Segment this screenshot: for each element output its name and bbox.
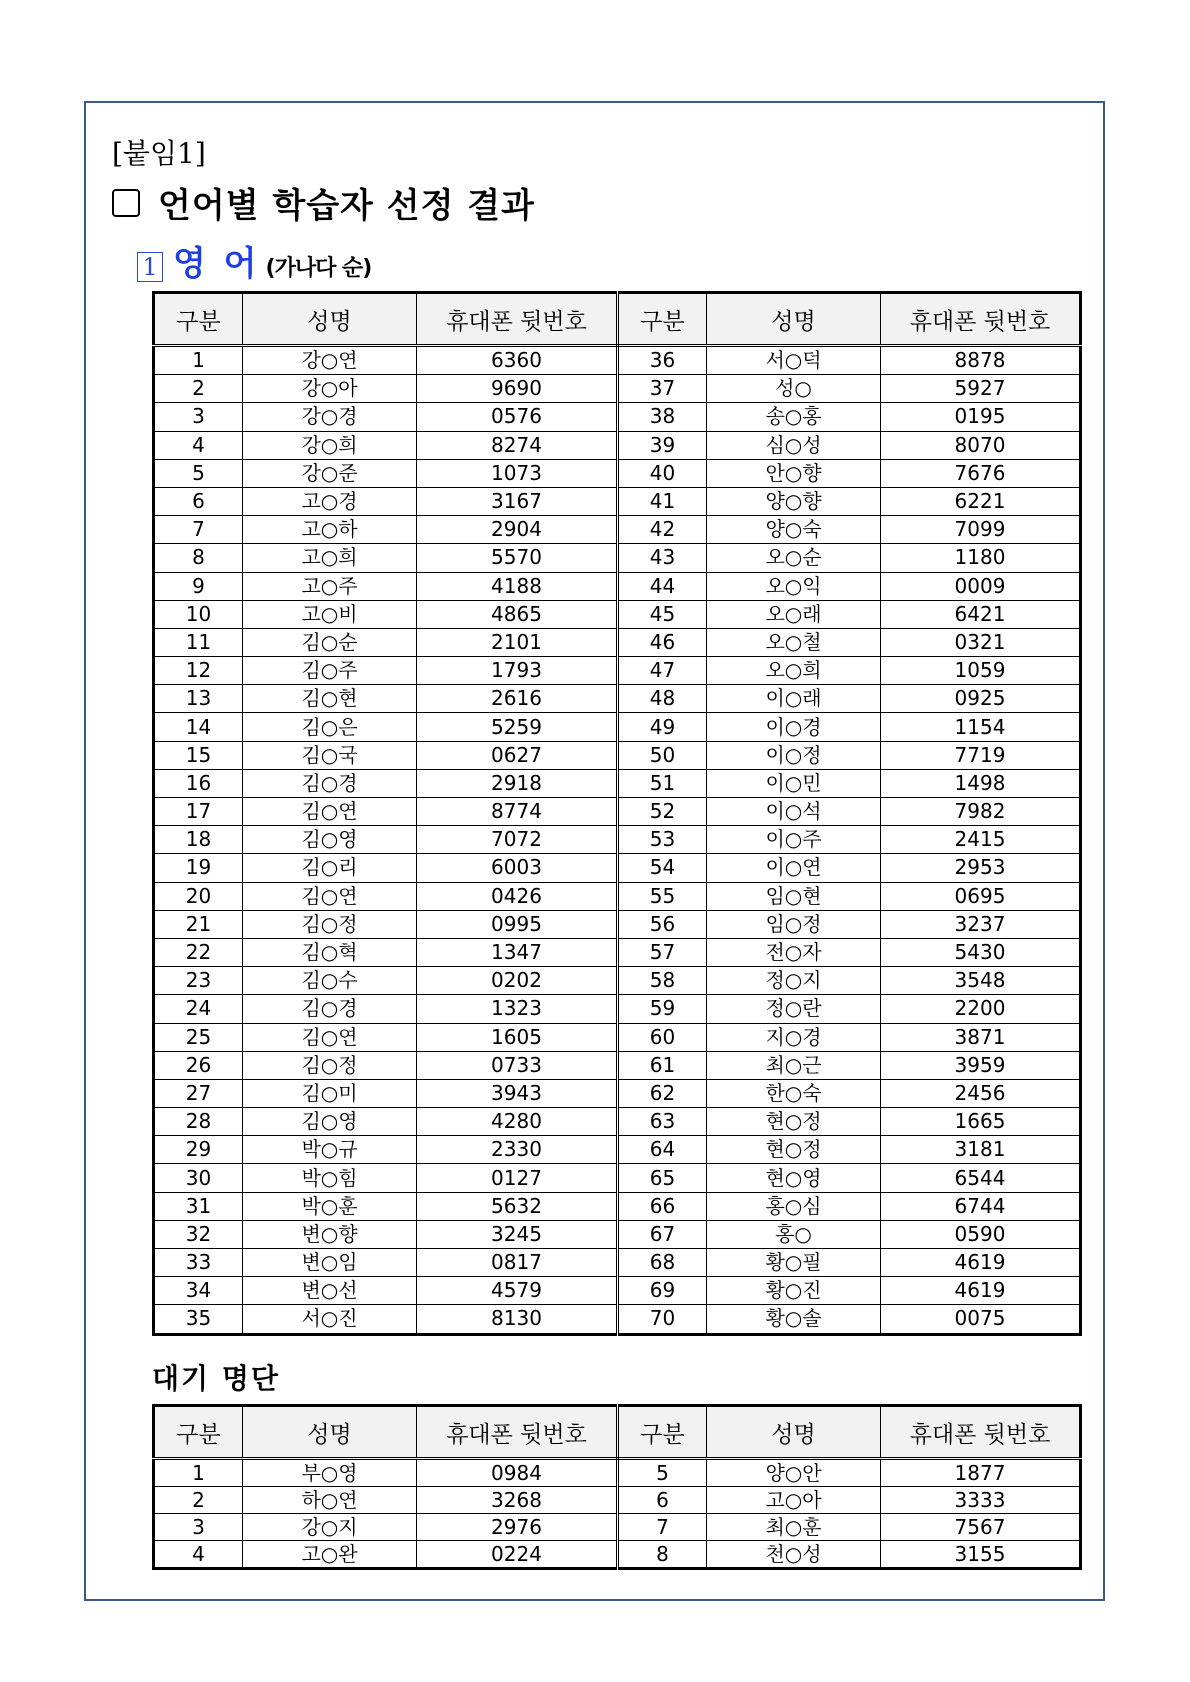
cell-name: 송○홍 [707,403,881,431]
cell-phone: 0009 [881,572,1081,600]
cell-name: 오○익 [707,572,881,600]
cell-name: 김○미 [243,1079,417,1107]
cell-no: 34 [154,1277,243,1305]
cell-phone: 1498 [881,769,1081,797]
section-order-note: (가나다 순) [265,256,372,281]
cell-name: 현○정 [707,1136,881,1164]
table-header-row [154,1406,1081,1459]
cell-no: 56 [618,910,707,938]
cell-name: 서○덕 [707,346,881,375]
cell-phone: 4865 [417,600,618,628]
cell-name: 부○영 [243,1459,417,1487]
cell-phone: 2616 [417,685,618,713]
cell-phone: 1605 [417,1023,618,1051]
cell-name: 하○연 [243,1487,417,1514]
checkbox-square-icon [112,189,140,217]
header-name-1: 성명 [243,1406,417,1459]
table-row [154,1305,1081,1334]
cell-phone: 0925 [881,685,1081,713]
table-row [154,713,1081,741]
table-row [154,882,1081,910]
header-phone-1: 휴대폰 뒷번호 [417,293,618,346]
cell-name: 김○현 [243,685,417,713]
cell-phone: 2330 [417,1136,618,1164]
cell-no: 8 [618,1541,707,1569]
cell-no: 46 [618,628,707,656]
cell-name: 김○영 [243,1108,417,1136]
cell-name: 정○란 [707,995,881,1023]
cell-name: 김○정 [243,1051,417,1079]
cell-phone: 5927 [881,375,1081,403]
cell-no: 3 [154,403,243,431]
waitlist-table [152,1404,1082,1570]
cell-phone: 0817 [417,1249,618,1277]
selected-learners-table [152,291,1082,1336]
table-row [154,487,1081,515]
cell-no: 42 [618,516,707,544]
cell-phone: 1323 [417,995,618,1023]
cell-phone: 6744 [881,1192,1081,1220]
cell-name: 양○숙 [707,516,881,544]
cell-name: 고○희 [243,544,417,572]
table-row [154,769,1081,797]
cell-name: 홍○ [707,1220,881,1248]
cell-phone: 0590 [881,1220,1081,1248]
cell-name: 서○진 [243,1305,417,1334]
cell-phone: 3268 [417,1487,618,1514]
cell-phone: 6003 [417,854,618,882]
cell-no: 45 [618,600,707,628]
cell-phone: 0075 [881,1305,1081,1334]
cell-name: 김○경 [243,769,417,797]
cell-phone: 0127 [417,1164,618,1192]
cell-no: 53 [618,826,707,854]
cell-name: 이○경 [707,713,881,741]
cell-name: 강○아 [243,375,417,403]
cell-no: 61 [618,1051,707,1079]
cell-no: 1 [154,1459,243,1487]
cell-phone: 1347 [417,938,618,966]
cell-no: 68 [618,1249,707,1277]
cell-phone: 7982 [881,798,1081,826]
cell-no: 70 [618,1305,707,1334]
cell-name: 이○석 [707,798,881,826]
cell-no: 39 [618,431,707,459]
cell-phone: 3155 [881,1541,1081,1569]
cell-name: 변○선 [243,1277,417,1305]
cell-no: 1 [154,346,243,375]
cell-no: 9 [154,572,243,600]
cell-phone: 4188 [417,572,618,600]
cell-phone: 4619 [881,1277,1081,1305]
cell-phone: 7719 [881,741,1081,769]
cell-no: 55 [618,882,707,910]
cell-no: 16 [154,769,243,797]
cell-name: 김○순 [243,628,417,656]
cell-phone: 3548 [881,967,1081,995]
cell-no: 27 [154,1079,243,1107]
cell-phone: 3871 [881,1023,1081,1051]
cell-name: 이○래 [707,685,881,713]
cell-no: 44 [618,572,707,600]
header-name-2: 성명 [707,1406,881,1459]
table-row [154,657,1081,685]
cell-name: 김○연 [243,798,417,826]
cell-no: 11 [154,628,243,656]
cell-no: 49 [618,713,707,741]
cell-phone: 0733 [417,1051,618,1079]
table-row [154,967,1081,995]
attachment-label: [붙임1] [112,137,206,170]
table-row [154,1164,1081,1192]
cell-name: 김○혁 [243,938,417,966]
cell-phone: 0224 [417,1541,618,1569]
cell-no: 4 [154,1541,243,1569]
cell-name: 김○리 [243,854,417,882]
cell-no: 67 [618,1220,707,1248]
table-row [154,572,1081,600]
cell-name: 현○영 [707,1164,881,1192]
cell-phone: 3167 [417,487,618,515]
cell-no: 2 [154,1487,243,1514]
cell-name: 이○주 [707,826,881,854]
cell-no: 24 [154,995,243,1023]
cell-name: 강○경 [243,403,417,431]
cell-phone: 0426 [417,882,618,910]
cell-name: 최○근 [707,1051,881,1079]
cell-name: 이○정 [707,741,881,769]
table-row [154,544,1081,572]
table-row [154,938,1081,966]
cell-name: 변○향 [243,1220,417,1248]
cell-name: 오○순 [707,544,881,572]
cell-phone: 3959 [881,1051,1081,1079]
table-row [154,1277,1081,1305]
cell-name: 강○준 [243,459,417,487]
table-row [154,1220,1081,1248]
cell-phone: 4579 [417,1277,618,1305]
section-number-badge: 1 [137,252,163,282]
cell-phone: 6221 [881,487,1081,515]
cell-no: 40 [618,459,707,487]
cell-name: 오○래 [707,600,881,628]
table-row [154,1514,1081,1541]
cell-name: 고○비 [243,600,417,628]
cell-no: 12 [154,657,243,685]
table-row [154,798,1081,826]
cell-name: 안○향 [707,459,881,487]
cell-no: 17 [154,798,243,826]
cell-name: 현○정 [707,1108,881,1136]
cell-name: 고○완 [243,1541,417,1569]
cell-no: 30 [154,1164,243,1192]
table-row [154,741,1081,769]
cell-phone: 2101 [417,628,618,656]
cell-name: 김○영 [243,826,417,854]
cell-name: 지○경 [707,1023,881,1051]
table-row [154,628,1081,656]
cell-name: 김○주 [243,657,417,685]
cell-name: 변○임 [243,1249,417,1277]
table-row [154,854,1081,882]
cell-no: 64 [618,1136,707,1164]
header-name-1: 성명 [243,293,417,346]
cell-phone: 5570 [417,544,618,572]
cell-no: 58 [618,967,707,995]
table-row [154,346,1081,375]
cell-no: 25 [154,1023,243,1051]
cell-phone: 2415 [881,826,1081,854]
cell-no: 31 [154,1192,243,1220]
cell-phone: 7676 [881,459,1081,487]
table-row [154,910,1081,938]
cell-no: 4 [154,431,243,459]
cell-phone: 1793 [417,657,618,685]
cell-phone: 2200 [881,995,1081,1023]
cell-no: 8 [154,544,243,572]
cell-name: 고○아 [707,1487,881,1514]
header-no-2: 구분 [618,1406,707,1459]
table-row [154,1249,1081,1277]
cell-no: 6 [154,487,243,515]
cell-name: 김○경 [243,995,417,1023]
cell-phone: 0202 [417,967,618,995]
table-row [154,431,1081,459]
cell-no: 57 [618,938,707,966]
cell-phone: 0195 [881,403,1081,431]
cell-name: 한○숙 [707,1079,881,1107]
cell-phone: 2953 [881,854,1081,882]
cell-no: 26 [154,1051,243,1079]
cell-name: 김○연 [243,1023,417,1051]
cell-name: 양○안 [707,1459,881,1487]
cell-no: 54 [618,854,707,882]
cell-no: 2 [154,375,243,403]
table-row [154,375,1081,403]
cell-name: 오○희 [707,657,881,685]
cell-no: 21 [154,910,243,938]
cell-name: 심○성 [707,431,881,459]
header-phone-2: 휴대폰 뒷번호 [881,293,1081,346]
cell-no: 69 [618,1277,707,1305]
table-row [154,1487,1081,1514]
header-no-2: 구분 [618,293,707,346]
cell-name: 고○경 [243,487,417,515]
cell-phone: 9690 [417,375,618,403]
cell-phone: 5632 [417,1192,618,1220]
table-row [154,1108,1081,1136]
cell-no: 23 [154,967,243,995]
cell-no: 19 [154,854,243,882]
cell-phone: 0576 [417,403,618,431]
cell-phone: 1073 [417,459,618,487]
cell-name: 김○정 [243,910,417,938]
cell-name: 홍○심 [707,1192,881,1220]
section-heading-english [137,236,371,285]
cell-phone: 0995 [417,910,618,938]
cell-name: 김○수 [243,967,417,995]
cell-phone: 8274 [417,431,618,459]
cell-no: 13 [154,685,243,713]
cell-no: 10 [154,600,243,628]
cell-name: 김○은 [243,713,417,741]
cell-phone: 1877 [881,1459,1081,1487]
table-row [154,600,1081,628]
cell-phone: 2456 [881,1079,1081,1107]
waitlist-title: 대기 명단 [152,1362,280,1395]
cell-phone: 0984 [417,1459,618,1487]
cell-phone: 8070 [881,431,1081,459]
cell-phone: 0321 [881,628,1081,656]
table-row [154,1079,1081,1107]
cell-no: 62 [618,1079,707,1107]
cell-phone: 1154 [881,713,1081,741]
cell-no: 32 [154,1220,243,1248]
cell-name: 이○연 [707,854,881,882]
table-row [154,1459,1081,1487]
cell-no: 35 [154,1305,243,1334]
table-row [154,516,1081,544]
cell-name: 황○진 [707,1277,881,1305]
cell-no: 6 [618,1487,707,1514]
cell-name: 임○정 [707,910,881,938]
header-phone-2: 휴대폰 뒷번호 [881,1406,1081,1459]
cell-name: 고○하 [243,516,417,544]
cell-name: 성○ [707,375,881,403]
cell-phone: 6544 [881,1164,1081,1192]
cell-no: 52 [618,798,707,826]
table-row [154,403,1081,431]
table-row [154,995,1081,1023]
cell-phone: 2904 [417,516,618,544]
cell-no: 28 [154,1108,243,1136]
cell-name: 박○규 [243,1136,417,1164]
cell-no: 37 [618,375,707,403]
cell-name: 정○지 [707,967,881,995]
cell-no: 5 [618,1459,707,1487]
cell-phone: 1059 [881,657,1081,685]
table-row [154,1051,1081,1079]
cell-no: 48 [618,685,707,713]
cell-name: 박○힘 [243,1164,417,1192]
cell-phone: 3333 [881,1487,1081,1514]
cell-no: 5 [154,459,243,487]
cell-name: 황○솔 [707,1305,881,1334]
header-no-1: 구분 [154,1406,243,1459]
cell-name: 김○연 [243,882,417,910]
cell-phone: 3181 [881,1136,1081,1164]
cell-name: 강○연 [243,346,417,375]
table-row [154,685,1081,713]
cell-phone: 6421 [881,600,1081,628]
cell-phone: 2976 [417,1514,618,1541]
cell-no: 14 [154,713,243,741]
cell-phone: 2918 [417,769,618,797]
cell-phone: 7099 [881,516,1081,544]
cell-no: 47 [618,657,707,685]
cell-no: 22 [154,938,243,966]
cell-name: 임○현 [707,882,881,910]
cell-no: 41 [618,487,707,515]
section-language: 영 어 [173,244,260,284]
cell-name: 양○향 [707,487,881,515]
cell-no: 15 [154,741,243,769]
cell-name: 고○주 [243,572,417,600]
cell-name: 전○자 [707,938,881,966]
cell-name: 강○희 [243,431,417,459]
cell-name: 황○필 [707,1249,881,1277]
cell-phone: 1665 [881,1108,1081,1136]
cell-no: 29 [154,1136,243,1164]
cell-no: 18 [154,826,243,854]
cell-name: 강○지 [243,1514,417,1541]
cell-phone: 1180 [881,544,1081,572]
cell-name: 오○철 [707,628,881,656]
cell-name: 박○훈 [243,1192,417,1220]
cell-phone: 0695 [881,882,1081,910]
page-title-text: 언어별 학습자 선정 결과 [158,186,535,226]
cell-phone: 8878 [881,346,1081,375]
cell-name: 이○민 [707,769,881,797]
cell-no: 60 [618,1023,707,1051]
cell-no: 63 [618,1108,707,1136]
cell-phone: 3237 [881,910,1081,938]
cell-phone: 6360 [417,346,618,375]
cell-no: 38 [618,403,707,431]
cell-phone: 3943 [417,1079,618,1107]
cell-no: 65 [618,1164,707,1192]
cell-no: 43 [618,544,707,572]
cell-phone: 4619 [881,1249,1081,1277]
table-row [154,1136,1081,1164]
cell-no: 7 [618,1514,707,1541]
cell-name: 최○훈 [707,1514,881,1541]
cell-phone: 5430 [881,938,1081,966]
page-title [112,178,535,227]
cell-no: 36 [618,346,707,375]
header-no-1: 구분 [154,293,243,346]
cell-phone: 5259 [417,713,618,741]
header-name-2: 성명 [707,293,881,346]
cell-phone: 8774 [417,798,618,826]
cell-name: 천○성 [707,1541,881,1569]
cell-no: 59 [618,995,707,1023]
table-row [154,459,1081,487]
cell-phone: 3245 [417,1220,618,1248]
cell-phone: 7072 [417,826,618,854]
cell-no: 66 [618,1192,707,1220]
cell-no: 3 [154,1514,243,1541]
table-row [154,1023,1081,1051]
cell-phone: 4280 [417,1108,618,1136]
header-phone-1: 휴대폰 뒷번호 [417,1406,618,1459]
table-row [154,1541,1081,1569]
cell-phone: 8130 [417,1305,618,1334]
cell-name: 김○국 [243,741,417,769]
cell-no: 7 [154,516,243,544]
table-header-row [154,293,1081,346]
cell-phone: 0627 [417,741,618,769]
table-row [154,1192,1081,1220]
cell-no: 33 [154,1249,243,1277]
cell-phone: 7567 [881,1514,1081,1541]
table-row [154,826,1081,854]
cell-no: 50 [618,741,707,769]
cell-no: 51 [618,769,707,797]
cell-no: 20 [154,882,243,910]
